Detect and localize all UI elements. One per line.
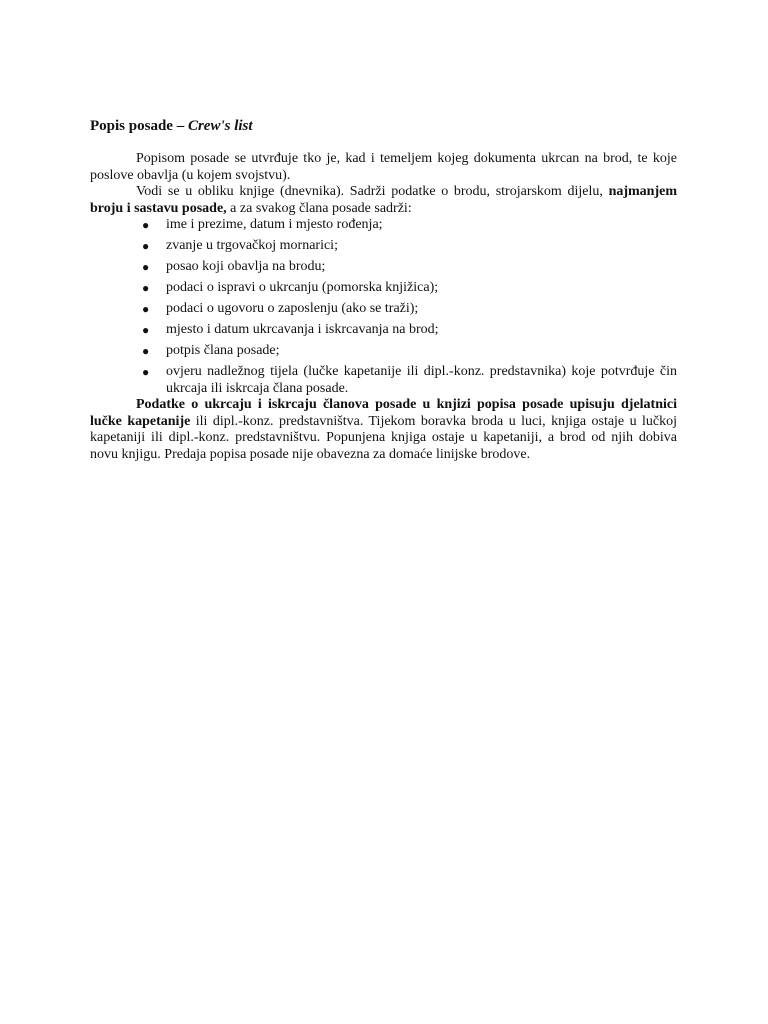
bullet-icon: ● bbox=[142, 281, 150, 295]
list-item-text: ime i prezime, datum i mjesto rođenja; bbox=[166, 217, 383, 232]
paragraph-registration-bold: Podatke o ukrcaju i iskrcaju članova posade u knjizi popisa posade upisuju djelatnici lučke kapetanije bbox=[90, 397, 677, 429]
document-title bbox=[90, 117, 677, 135]
bullet-icon: ● bbox=[142, 218, 150, 232]
paragraph-registration bbox=[90, 397, 677, 463]
list-item-text: potpis člana posade; bbox=[166, 343, 280, 358]
list-item bbox=[142, 322, 677, 339]
paragraph-book-bold: najmanjem broju i sastavu posade, bbox=[90, 184, 677, 216]
list-item-text: mjesto i datum ukrcavanja i iskrcavanja na brod; bbox=[166, 322, 439, 337]
crew-data-list bbox=[90, 217, 677, 397]
paragraph-registration-end: ili dipl.-konz. predstavništva. Tijekom boravka broda u luci, knjiga ostaje u lučkoj kapetaniji ili dipl.-konz. predstavništvu. Popunjena knjiga ostaje u kapetaniji, a brod od njih dobiva novu knjigu. Predaja popisa posade nije obavezna za domaće linijske brodove. bbox=[90, 413, 678, 462]
bullet-icon: ● bbox=[142, 260, 150, 274]
bullet-icon: ● bbox=[142, 302, 150, 316]
bullet-icon: ● bbox=[142, 239, 150, 253]
list-item bbox=[142, 343, 677, 360]
paragraph-book-end: a za svakog člana posade sadrži: bbox=[226, 200, 412, 216]
bullet-icon: ● bbox=[142, 344, 150, 358]
list-item bbox=[142, 280, 677, 297]
list-item-text: ovjeru nadležnog tijela (lučke kapetanije ili dipl.-konz. predstavnika) koje potvrđuje čin ukrcaja ili iskrcaja člana posade. bbox=[166, 364, 677, 396]
list-item-text: posao koji obavlja na brodu; bbox=[166, 259, 326, 274]
title-main: Popis posade – bbox=[90, 118, 188, 134]
paragraph-book-start: Vodi se u obliku knjige (dnevnika). Sadrži podatke o brodu, strojarskom dijelu, bbox=[136, 184, 609, 199]
paragraph-book bbox=[90, 184, 677, 217]
list-item-text: podaci o ugovoru o zaposlenju (ako se traži); bbox=[166, 301, 419, 316]
bullet-icon: ● bbox=[142, 365, 150, 379]
document-page bbox=[90, 117, 677, 463]
bullet-icon: ● bbox=[142, 323, 150, 337]
list-item bbox=[142, 217, 677, 234]
list-item bbox=[142, 364, 677, 397]
title-subtitle: Crew's list bbox=[187, 118, 253, 134]
list-item bbox=[142, 238, 677, 255]
list-item bbox=[142, 301, 677, 318]
paragraph-intro: Popisom posade se utvrđuje tko je, kad i temeljem kojeg dokumenta ukrcan na brod, te koje poslove obavlja (u kojem svojstvu). bbox=[90, 151, 677, 183]
list-item-text: podaci o ispravi o ukrcanju (pomorska knjižica); bbox=[166, 280, 439, 295]
list-item bbox=[142, 259, 677, 276]
list-item-text: zvanje u trgovačkoj mornarici; bbox=[166, 238, 338, 253]
